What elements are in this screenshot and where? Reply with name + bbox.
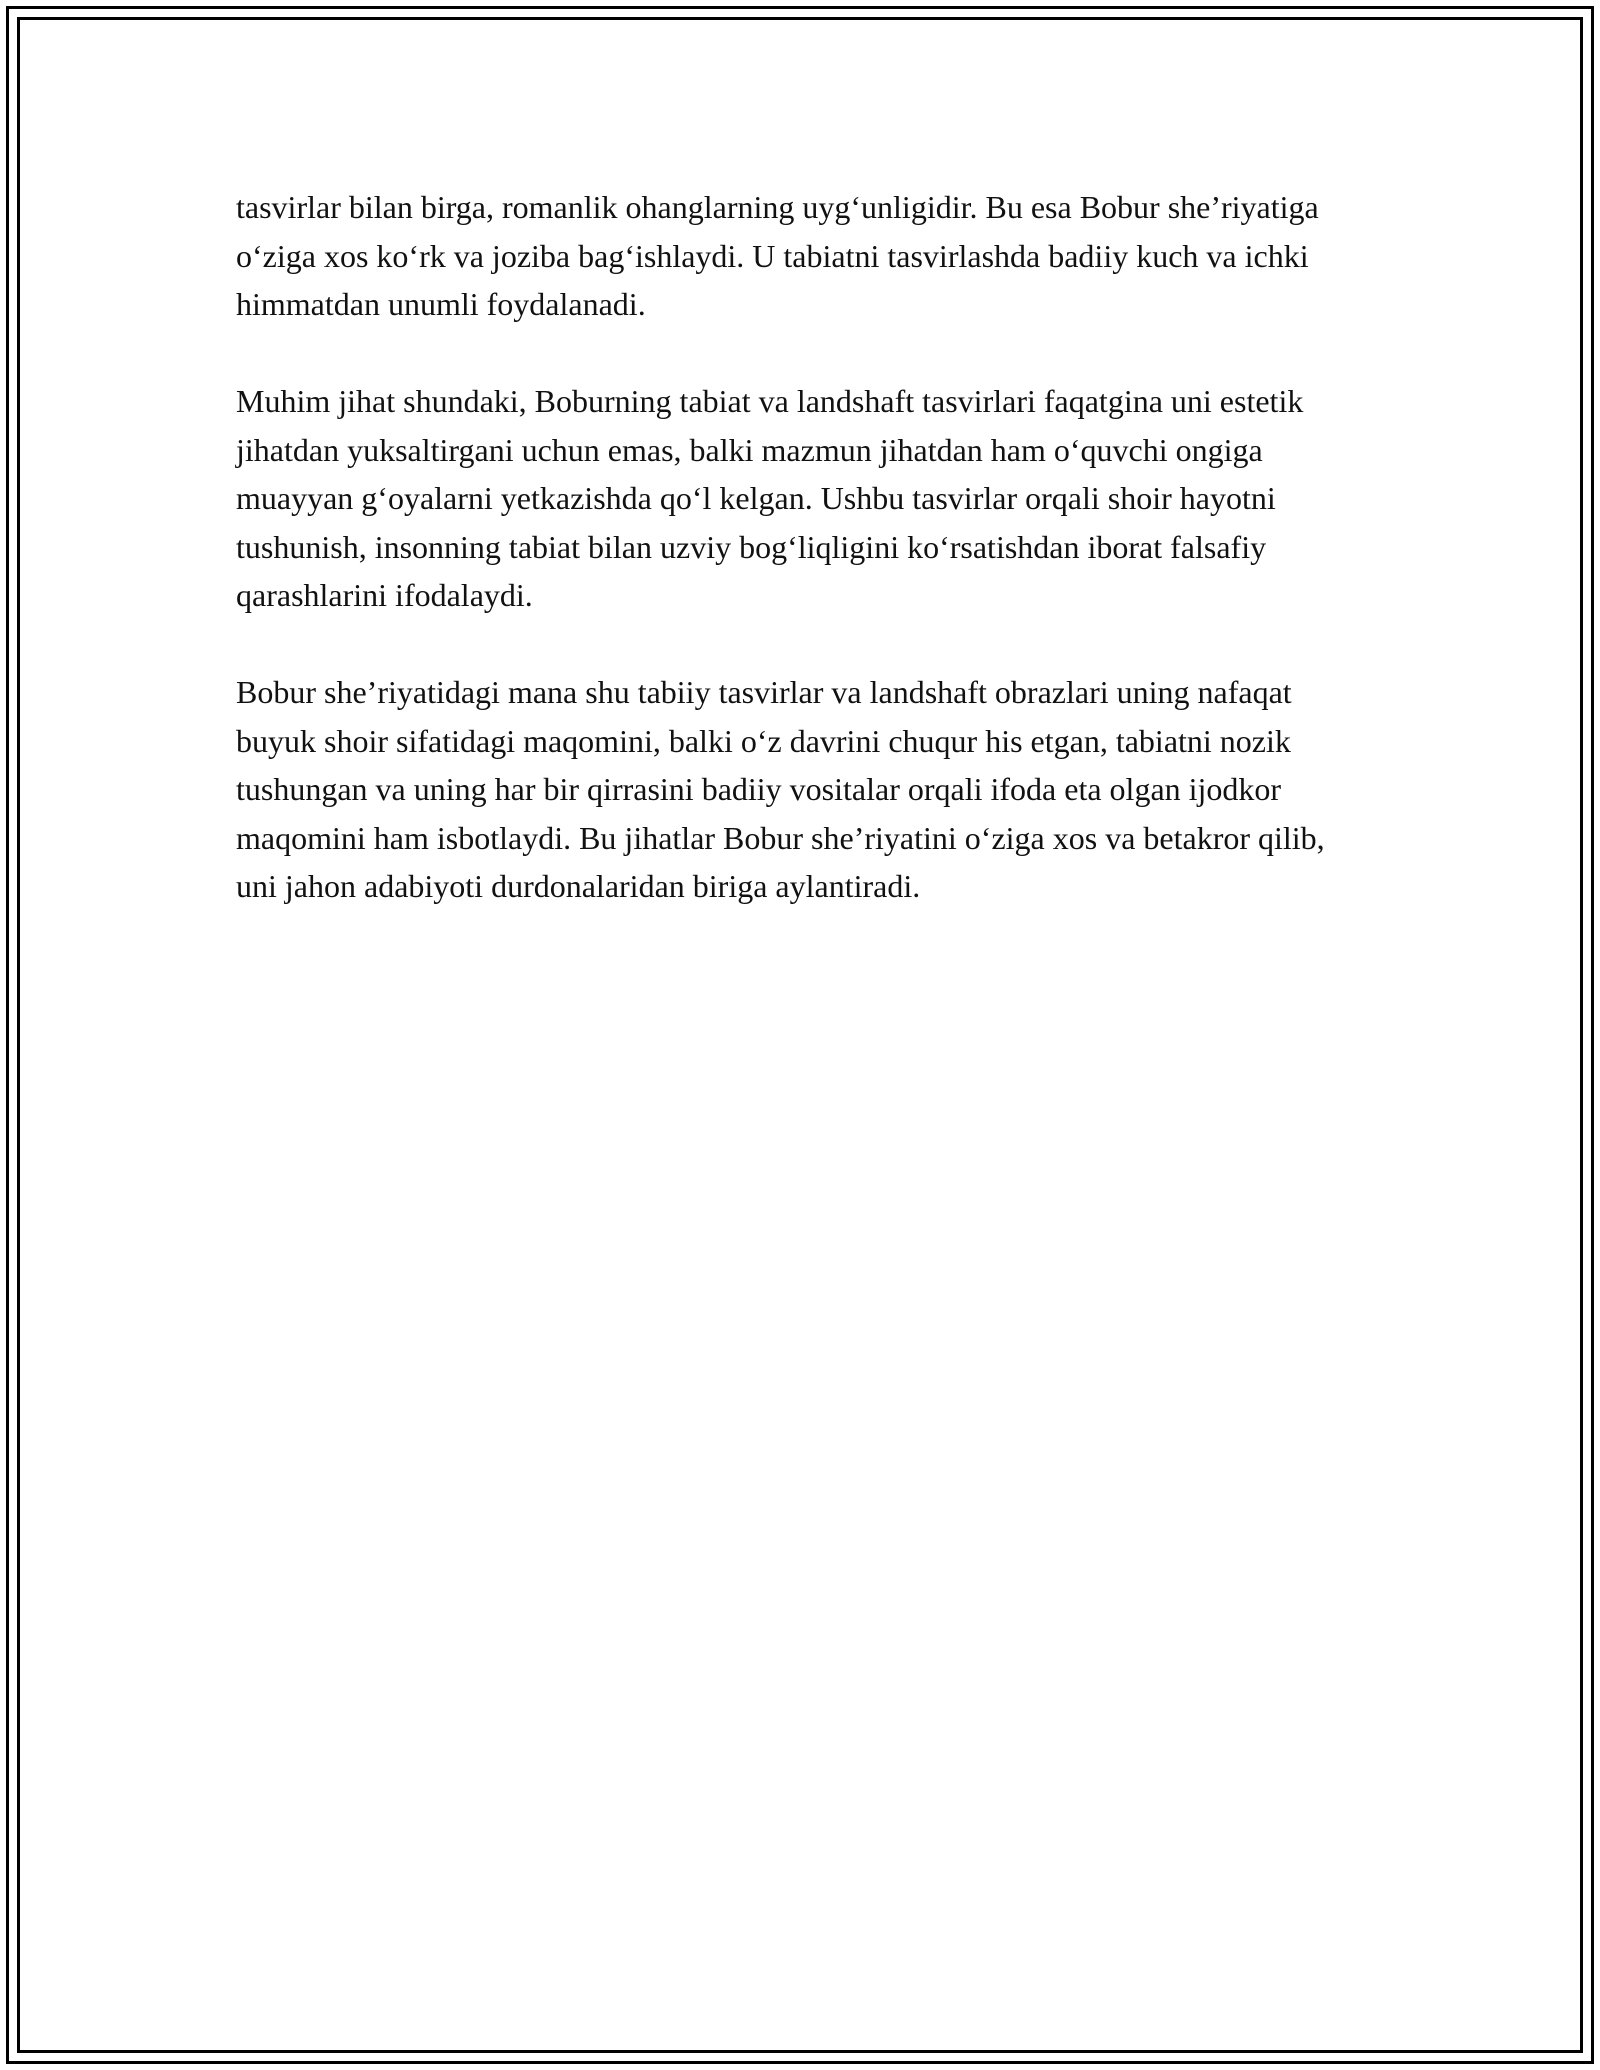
- paragraph-3: Bobur she’riyatidagi mana shu tabiiy tasvirlar va landshaft obrazlari uning nafaqat buyuk shoir sifatidagi maqomini, balki o‘z davrini chuqur his etgan, tabiatni nozik tushungan va uning har bir qirrasini badiiy vositalar orqali ifoda eta olgan ijodkor maqomini ham isbotlaydi. Bu jihatlar Bobur she’riyatini o‘ziga xos va betakror qilib, uni jahon adabiyoti durdonalaridan biriga aylantiradi.: [236, 674, 1325, 904]
- paragraph-1: tasvirlar bilan birga, romanlik ohanglarning uyg‘unligidir. Bu esa Bobur she’riyatiga o‘ziga xos ko‘rk va joziba bag‘ishlaydi. U tabiatni tasvirlashda badiiy kuch va ichki himmatdan unumli foydalanadi.: [236, 189, 1319, 322]
- document-body: [236, 183, 1366, 959]
- paragraph-2: Muhim jihat shundaki, Boburning tabiat va landshaft tasvirlari faqatgina uni estetik jihatdan yuksaltirgani uchun emas, balki mazmun jihatdan ham o‘quvchi ongiga muayyan g‘oyalarni yetkazishda qo‘l kelgan. Ushbu tasvirlar orqali shoir hayotni tushunish, insonning tabiat bilan uzviy bog‘liqligini ko‘rsatishdan iborat falsafiy qarashlarini ifodalaydi.: [236, 383, 1304, 613]
